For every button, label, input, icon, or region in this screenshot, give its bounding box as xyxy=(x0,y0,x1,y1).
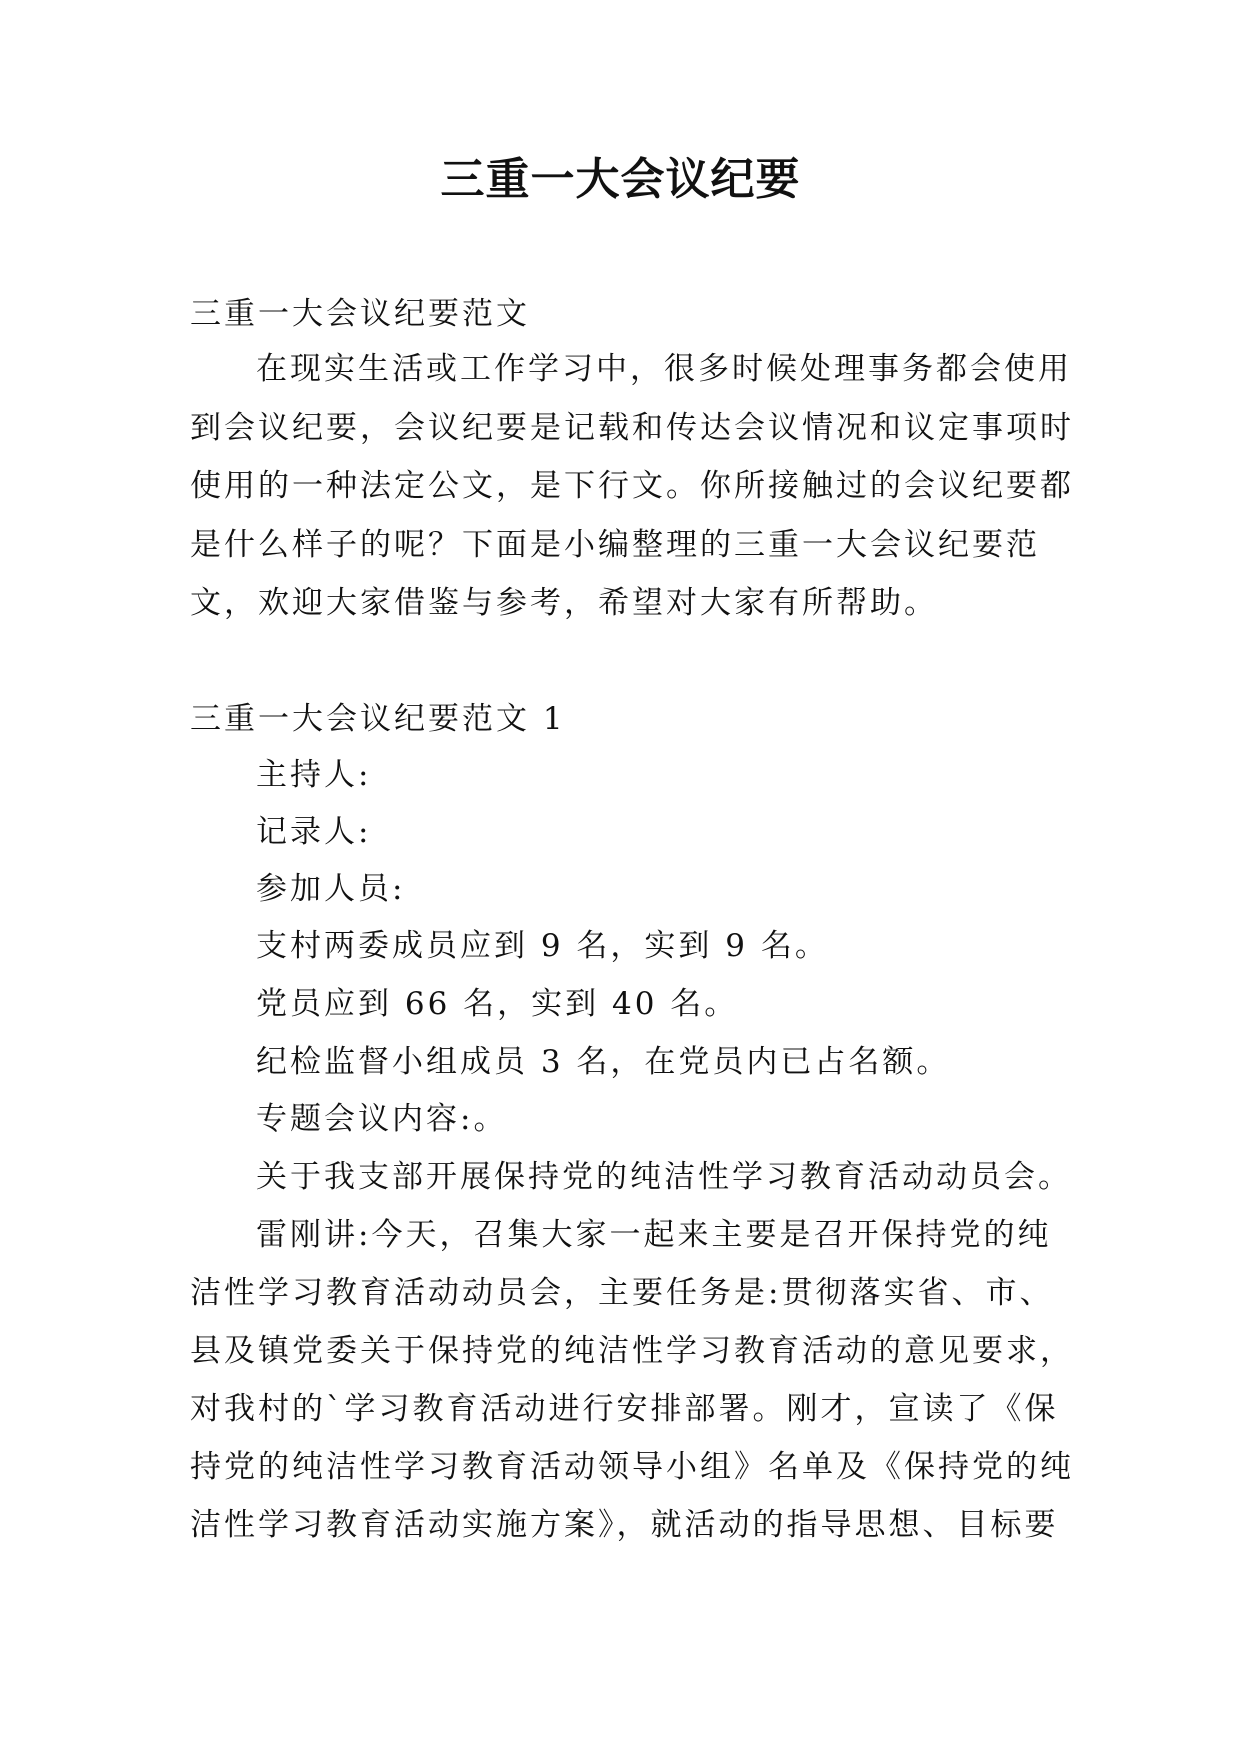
document-title: 三重一大会议纪要 xyxy=(440,154,801,205)
section-heading: 三重一大会议纪要范文 xyxy=(190,296,530,332)
speech-paragraph-line: 洁性学习教育活动实施方案》，就活动的指导思想、目标要 xyxy=(190,1507,1059,1543)
committee-attendance-line: 支村两委成员应到 9 名，实到 9 名。 xyxy=(256,928,829,964)
intro-paragraph-line: 文，欢迎大家借鉴与参考，希望对大家有所帮助。 xyxy=(190,585,938,621)
speech-paragraph-line: 持党的纯洁性学习教育活动领导小组》名单及《保持党的纯 xyxy=(190,1449,1074,1485)
supervision-group-line: 纪检监督小组成员 3 名，在党员内已占名额。 xyxy=(256,1044,951,1080)
speech-paragraph-line: 雷刚讲:今天，召集大家一起来主要是召开保持党的纯 xyxy=(256,1217,1052,1253)
member-attendance-line: 党员应到 66 名，实到 40 名。 xyxy=(256,986,739,1022)
host-line: 主持人: xyxy=(256,757,372,793)
intro-paragraph-line: 到会议纪要，会议纪要是记载和传达会议情况和议定事项时 xyxy=(190,410,1074,446)
intro-paragraph-line: 在现实生活或工作学习中，很多时候处理事务都会使用 xyxy=(256,351,1072,387)
meeting-content-line: 专题会议内容:。 xyxy=(256,1101,508,1137)
speech-paragraph-line: 洁性学习教育活动动员会，主要任务是:贯彻落实省、市、 xyxy=(190,1275,1054,1311)
attendees-line: 参加人员: xyxy=(256,871,406,907)
meeting-topic-line: 关于我支部开展保持党的纯洁性学习教育活动动员会。 xyxy=(256,1159,1072,1195)
section-heading-1: 三重一大会议纪要范文 1 xyxy=(190,701,566,737)
intro-paragraph-line: 是什么样子的呢？下面是小编整理的三重一大会议纪要范 xyxy=(190,527,1040,563)
speech-paragraph-line: 县及镇党委关于保持党的纯洁性学习教育活动的意见要求， xyxy=(190,1333,1074,1369)
recorder-line: 记录人: xyxy=(256,814,372,850)
speech-paragraph-line: 对我村的`学习教育活动进行安排部署。刚才，宣读了《保 xyxy=(190,1391,1059,1427)
intro-paragraph-line: 使用的一种法定公文，是下行文。你所接触过的会议纪要都 xyxy=(190,468,1074,504)
